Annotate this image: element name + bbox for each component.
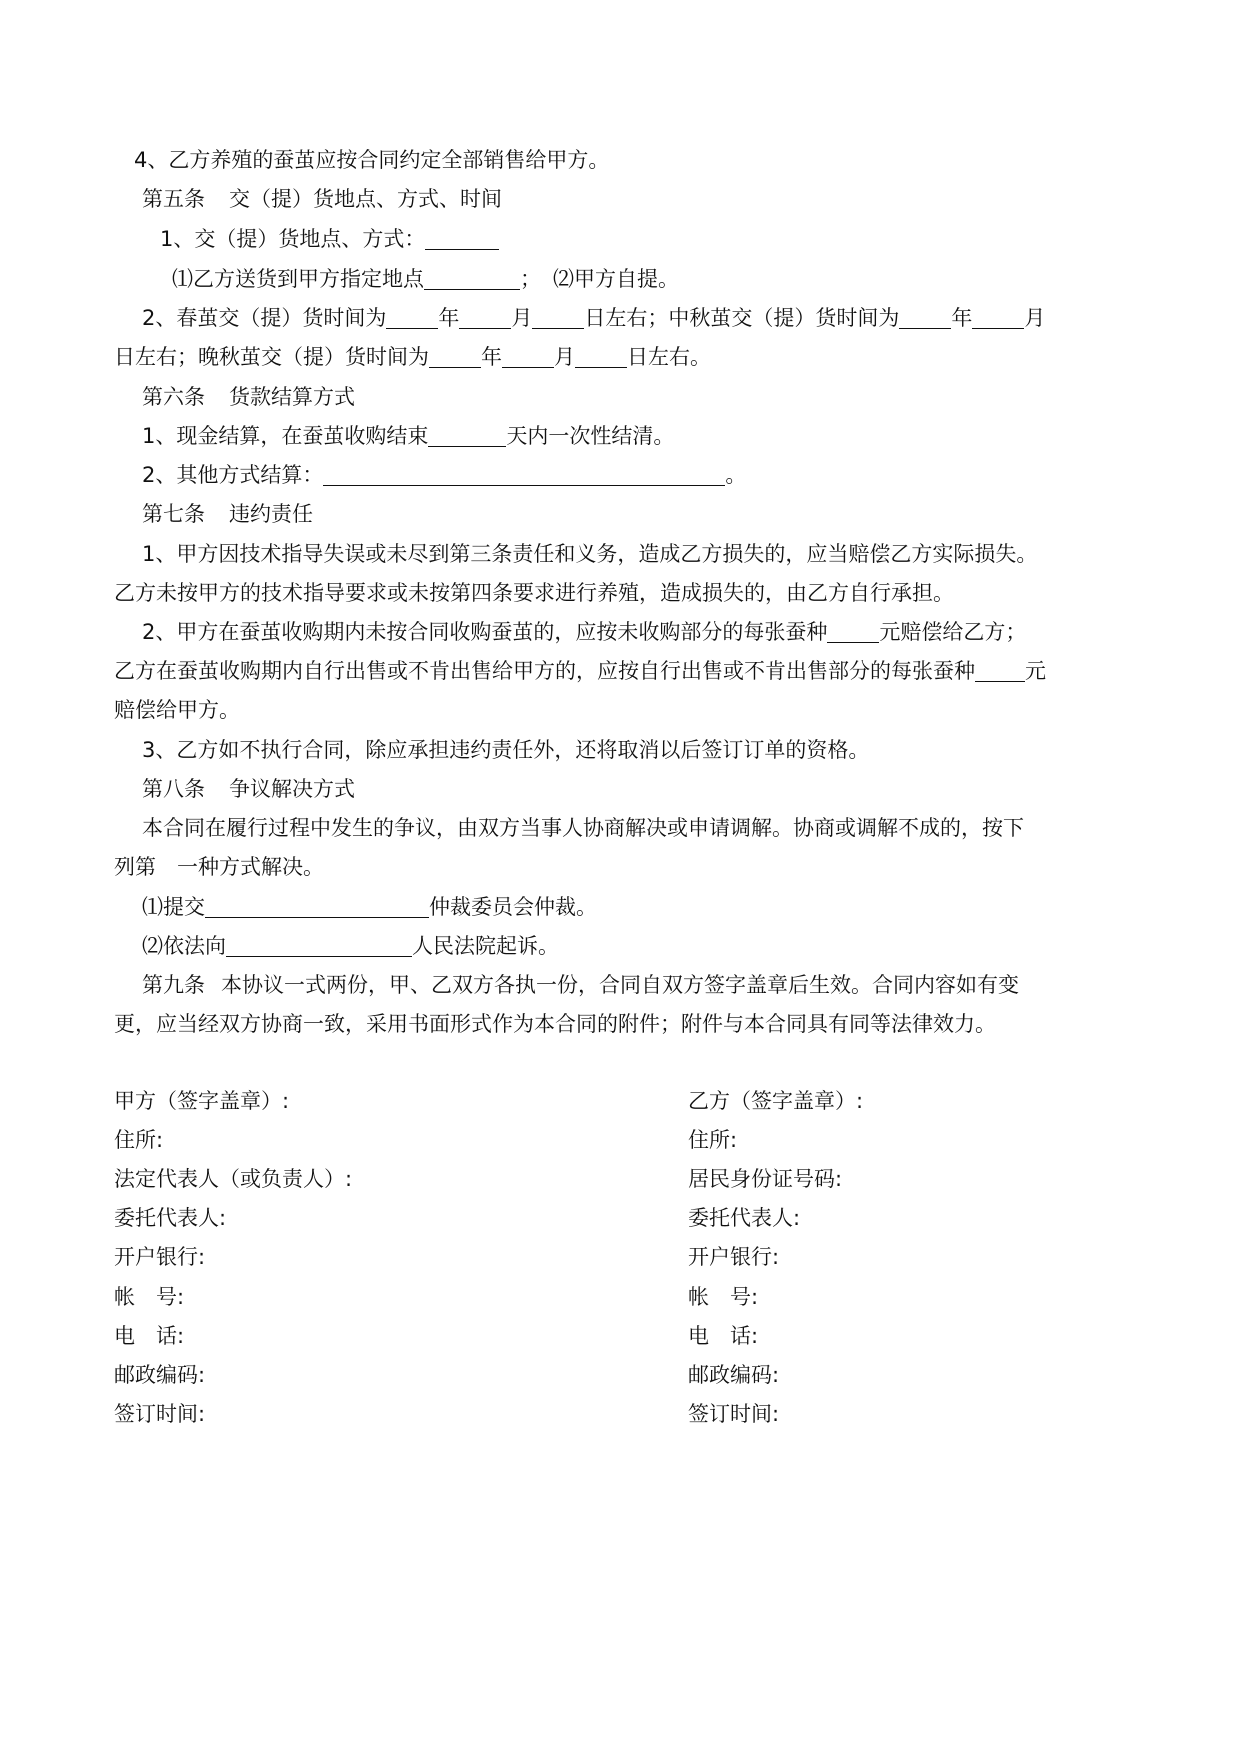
blank-mid-autumn-month[interactable]: [972, 306, 1024, 329]
party-a-phone: 电 话:: [114, 1324, 185, 1348]
article-7-item-3: 3、乙方如不执行合同，除应承担违约责任外，还将取消以后签订订单的资格。: [142, 738, 870, 762]
blank-buyer-penalty[interactable]: [827, 620, 879, 643]
party-a-account: 帐 号:: [114, 1285, 185, 1309]
article-5-item-1: [160, 224, 1180, 254]
article-6-item-2: [142, 460, 1162, 490]
party-b-address: 住所:: [688, 1128, 738, 1152]
article-8-line-2: 列第 一种方式解决。: [114, 855, 324, 879]
blank-late-autumn-month[interactable]: [502, 345, 554, 368]
party-b-sign-date: 签订时间:: [688, 1402, 780, 1426]
party-b-id-number: 居民身份证号码:: [688, 1167, 843, 1191]
cash-settlement-suffix: 天内一次性结清。: [506, 424, 675, 448]
spring-year-label: 年: [438, 306, 460, 330]
article-6-item-1: [142, 421, 1162, 451]
article-5-item-2-line-2: [114, 342, 1134, 372]
late-autumn-year-label: 年: [481, 345, 502, 369]
cash-settlement-label: 1、现金结算，在蚕茧收购结束: [142, 424, 429, 448]
party-a-postcode: 邮政编码:: [114, 1363, 206, 1387]
article-9-line-1: [142, 970, 1162, 1000]
article-5-item-1-label: 1、交（提）货地点、方式：: [160, 227, 426, 251]
blank-spring-month[interactable]: [459, 306, 511, 329]
article-5-number: 第五条: [142, 187, 205, 211]
article-9-line-2: 更，应当经双方协商一致，采用书面形式作为本合同的附件；附件与本合同具有同等法律效力。: [114, 1012, 996, 1036]
other-settlement-period: 。: [725, 463, 747, 487]
blank-mid-autumn-year[interactable]: [899, 306, 951, 329]
arbitration-suffix: 仲裁委员会仲裁。: [429, 895, 597, 919]
party-a-bank: 开户银行:: [114, 1245, 206, 1269]
party-b-account: 帐 号:: [688, 1285, 759, 1309]
buyer-penalty-label: 2、甲方在蚕茧收购期内未按合同收购蚕茧的，应按未收购部分的每张蚕种: [142, 620, 828, 644]
mid-autumn-month-label: 月: [1024, 306, 1046, 330]
clause-4-item-4: 4、乙方养殖的蚕茧应按合同约定全部销售给甲方。: [134, 148, 610, 172]
article-9-number: 第九条: [142, 973, 205, 997]
litigation-label: ⑵依法向: [142, 934, 226, 958]
article-7-item-1-line-2: 乙方未按甲方的技术指导要求或未按第四条要求进行养殖，造成损失的，由乙方自行承担。: [114, 581, 954, 605]
article-8-option-1: [142, 892, 1162, 922]
article-9-text: 本协议一式两份，甲、乙双方各执一份，合同自双方签字盖章后生效。合同内容如有变: [221, 973, 1019, 997]
mid-autumn-delivery-label: 日左右；中秋茧交（提）货时间为: [584, 306, 900, 330]
party-a-sign-date: 签订时间:: [114, 1402, 206, 1426]
late-autumn-day-label: 日左右。: [627, 345, 711, 369]
article-6-heading: [142, 382, 1162, 412]
blank-court-name[interactable]: [226, 934, 412, 957]
party-a-agent: 委托代表人:: [114, 1206, 227, 1230]
party-b-postcode: 邮政编码:: [688, 1363, 780, 1387]
article-7-item-1-line-1: 1、甲方因技术指导失误或未尽到第三条责任和义务，造成乙方损失的，应当赔偿乙方实际损失。: [142, 542, 1038, 566]
article-5-title: 交（提）货地点、方式、时间: [229, 187, 502, 211]
spring-delivery-label: 2、春茧交（提）货时间为: [142, 306, 387, 330]
buyer-penalty-suffix: 元赔偿给乙方；: [879, 620, 1027, 644]
blank-spring-year[interactable]: [386, 306, 438, 329]
article-7-number: 第七条: [142, 502, 205, 526]
option-seller-delivery: ⑴乙方送货到甲方指定地点: [172, 267, 424, 291]
article-5-heading: [142, 184, 1162, 214]
article-5-item-1-options: [172, 264, 1192, 294]
party-a-address: 住所:: [114, 1128, 164, 1152]
article-7-item-2-line-2: [114, 656, 1134, 686]
late-autumn-month-label: 月: [554, 345, 575, 369]
blank-delivery-method[interactable]: [425, 227, 499, 250]
party-a-signature: 甲方（签字盖章）:: [114, 1089, 290, 1113]
option-buyer-pickup: ⑵甲方自提。: [553, 267, 679, 291]
article-8-title: 争议解决方式: [229, 777, 355, 801]
late-autumn-delivery-label: 日左右；晚秋茧交（提）货时间为: [114, 345, 429, 369]
article-7-title: 违约责任: [229, 502, 313, 526]
arbitration-label: ⑴提交: [142, 895, 205, 919]
party-b-agent: 委托代表人:: [688, 1206, 801, 1230]
blank-late-autumn-day[interactable]: [575, 345, 627, 368]
article-6-number: 第六条: [142, 385, 205, 409]
blank-seller-penalty[interactable]: [975, 659, 1025, 682]
party-a-legal-rep: 法定代表人（或负责人）:: [114, 1167, 353, 1191]
party-b-bank: 开户银行:: [688, 1245, 780, 1269]
litigation-suffix: 人民法院起诉。: [412, 934, 559, 958]
seller-penalty-label: 乙方在蚕茧收购期内自行出售或不肯出售给甲方的，应按自行出售或不肯出售部分的每张蚕种: [114, 659, 975, 683]
blank-spring-day[interactable]: [532, 306, 584, 329]
article-8-option-2: [142, 931, 1162, 961]
article-7-item-2-line-3: 赔偿给甲方。: [114, 698, 240, 722]
party-b-phone: 电 话:: [688, 1324, 759, 1348]
seller-penalty-unit: 元: [1025, 659, 1046, 683]
blank-designated-location[interactable]: [424, 267, 520, 290]
blank-settlement-days[interactable]: [428, 424, 506, 447]
blank-late-autumn-year[interactable]: [429, 345, 481, 368]
option-separator: ；: [520, 267, 541, 291]
article-8-number: 第八条: [142, 777, 205, 801]
mid-autumn-year-label: 年: [951, 306, 973, 330]
article-8-line-1: 本合同在履行过程中发生的争议，由双方当事人协商解决或申请调解。协商或调解不成的，按下: [142, 816, 1024, 840]
party-b-signature: 乙方（签字盖章）:: [688, 1089, 864, 1113]
blank-arbitration-committee[interactable]: [205, 895, 429, 918]
article-7-item-2-line-1: [142, 617, 1162, 647]
article-6-title: 货款结算方式: [229, 385, 355, 409]
spring-month-label: 月: [511, 306, 533, 330]
blank-other-settlement[interactable]: [323, 463, 725, 486]
other-settlement-label: 2、其他方式结算：: [142, 463, 324, 487]
article-8-heading: [142, 774, 1162, 804]
article-7-heading: [142, 499, 1162, 529]
article-5-item-2-line-1: [142, 303, 1162, 333]
